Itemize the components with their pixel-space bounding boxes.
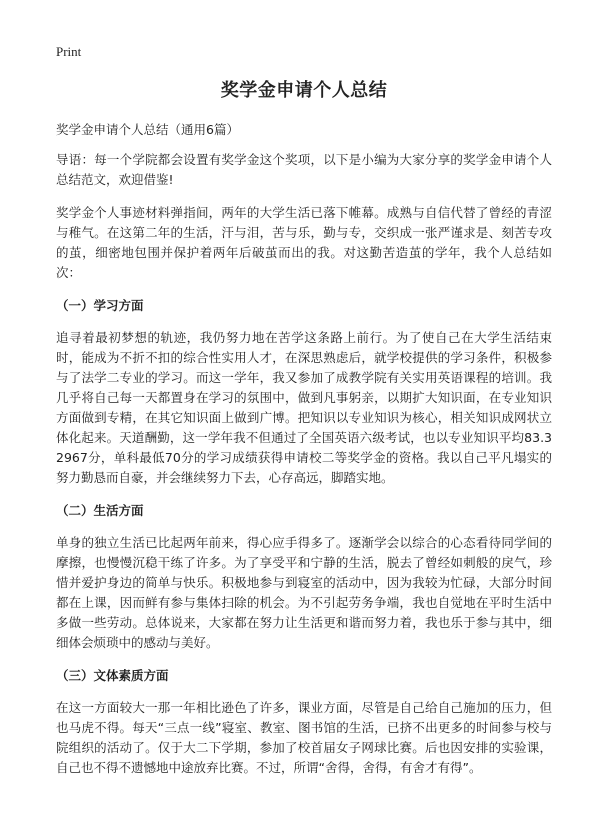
document-subtitle: 奖学金申请个人总结（通用6篇） xyxy=(56,122,239,137)
document-body xyxy=(56,78,552,791)
section-body-study: 追寻着最初梦想的轨迹，我仍努力地在苦学这条路上前行。为了使自己在大学生活结束时，能成为不折不扣的综合性实用人才，在深思熟虑后，就学校提供的学习条件，积极参与了法学二专业的学习。而这一学年，我又参加了成教学院有关实用英语课程的培训。我几乎将自己每一天都置身在学习的氛围中，做到凡事躬亲，以期扩大知识面，在专业知识方面做到专精，在其它知识面上做到广博。把知识以专业知识为核心，相关知识成网状立体化起来。天道酬勤，这一学年我不但通过了全国英语六级考试，也以专业知识平均83.32967分，单科最低70分的学习成绩获得申请校二等奖学金的资格。我以自己平凡塌实的努力勤恳而自豪，并会继续努力下去，心存高远，脚踏实地。 xyxy=(56,330,552,485)
section-body-culture-sports: 在这一方面较大一那一年相比逊色了许多，课业方面，尽管是自己给自己施加的压力，但也马虎不得。每天“三点一线”寝室、教室、图书馆的生活，已挤不出更多的时间参与校与院组织的活动了。仅于大二下学期，参加了校首届女子网球比赛。后也因安排的实验课，自己也不得不遗憾地中途放弃比赛。不过，所谓“舍得，舍得，有舍才有得”。 xyxy=(56,700,552,775)
opening-paragraph: 奖学金个人事迹材料弹指间，两年的大学生活已落下帷幕。成熟与自信代替了曾经的青涩与稚气。在这第二年的生活，汗与泪，苦与乐，勤与专，交织成一张严谨求是、刻苦专攻的茧，细密地包围并保护着两年后破茧而出的我。对这勤苦造茧的学年，我个人总结如次： xyxy=(56,205,552,280)
section-heading-culture-sports: （三）文体素质方面 xyxy=(56,668,169,683)
section-heading-study: （一）学习方面 xyxy=(56,298,144,313)
document-title: 奖学金申请个人总结 xyxy=(220,80,388,101)
section-body-life: 单身的独立生活已比起两年前来，得心应手得多了。逐渐学会以综合的心态看待同学间的摩擦，也慢慢沉稳干练了许多。为了享受平和宁静的生活，脱去了曾经如刺般的戾气，珍惜并爱护身边的简单与快乐。积极地参与到寝室的活动中，因为我较为忙碌，大部分时间都在上课，因而鲜有参与集体扫除的机会。为不引起劳务争端，我也自觉地在平时生活中多做一些劳动。总体说来，大家都在努力让生活更和谐而努力着，我也乐于参与其中，细细体会烦琐中的感动与美好。 xyxy=(56,535,552,650)
intro-paragraph: 导语：每一个学院都会设置有奖学金这个奖项，以下是小编为大家分享的奖学金申请个人总结范文，欢迎借鉴! xyxy=(56,152,552,187)
section-heading-life: （二）生活方面 xyxy=(56,503,144,518)
print-link[interactable]: Print xyxy=(56,44,82,59)
